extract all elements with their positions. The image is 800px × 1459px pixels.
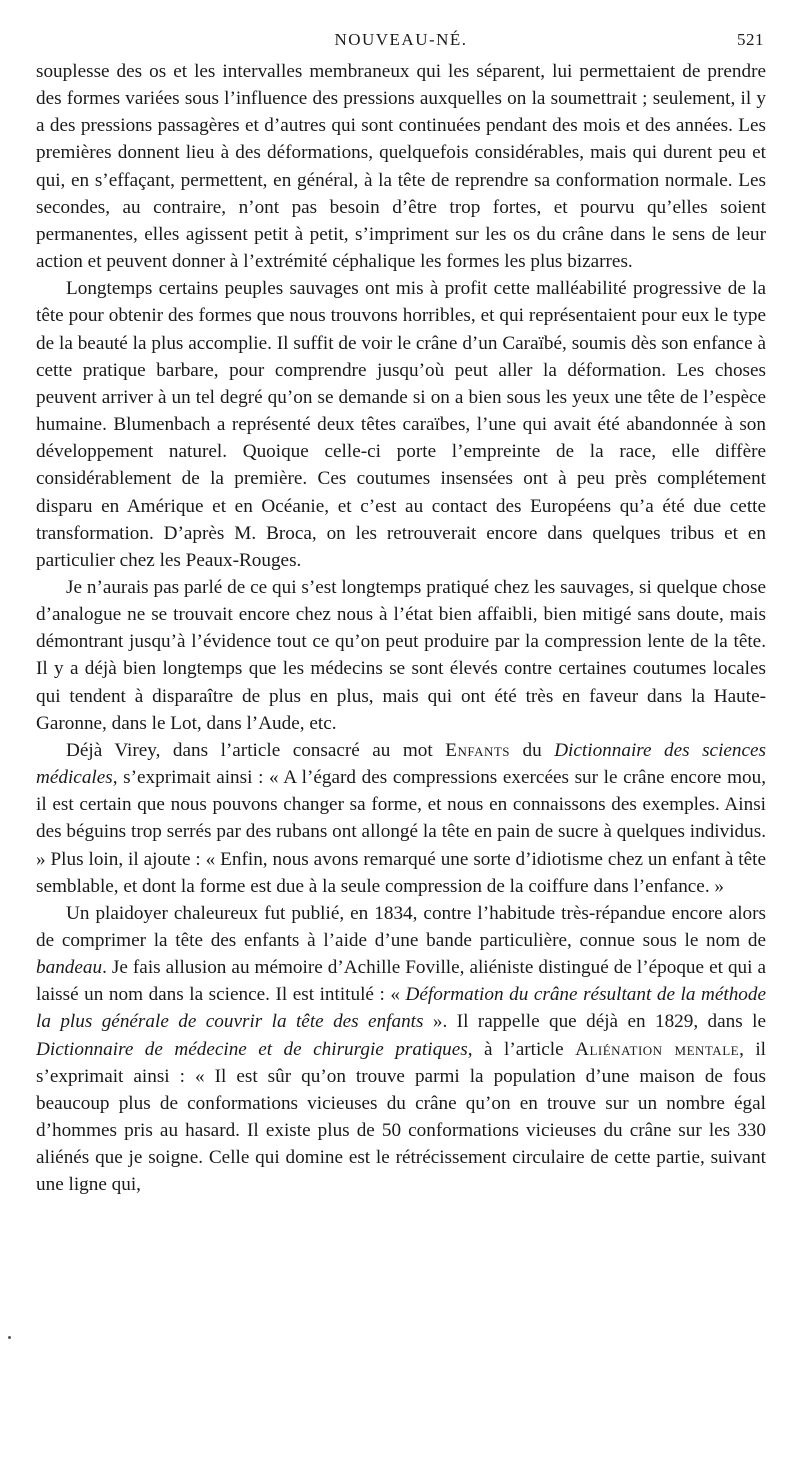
- small-caps-term: Aliénation mentale: [575, 1038, 740, 1060]
- text-run: , à l’article: [467, 1038, 576, 1060]
- text-run: , s’exprimait ainsi : « A l’égard des compressions exercées sur le crâne encore mou, il est certain que nous pouvons changer sa forme, et nous en connaissons des exemples. Ainsi des béguins trop serrés par des rubans ont allongé la tête en pain de sucre à quelques individus. » Plus loin, il ajoute : « Enfin, nous avons remarqué une sorte d’idiotisme chez un enfant à tête semblable, et dont la forme est due à la seule compression de la coiffure dans l’enfance. »: [36, 767, 766, 897]
- paragraph: [36, 58, 766, 275]
- paragraph: [36, 275, 766, 574]
- document-page: [36, 30, 766, 1199]
- text-run: du: [510, 739, 555, 761]
- text-run: , il s’exprimait ainsi : « Il est sûr qu’on trouve parmi la population d’une maison de fous beaucoup plus de conformations vicieuses du crâne qu’on en trouve sur un nombre égal d’hommes pris au hasard. Il existe plus de 50 conformations vicieuses du crâne sur les 330 aliénés que je soigne. Celle qui domine est le rétrécissement circulaire de cette partie, suivant une ligne qui,: [36, 1038, 766, 1196]
- paragraph: [36, 900, 766, 1199]
- text-run: Déjà Virey, dans l’article consacré au mot: [66, 739, 446, 761]
- text-run: souplesse des os et les intervalles membraneux qui les séparent, lui permettaient de prendre des formes variées sous l’influence des pressions auxquelles on la soumettrait ; seulement, il y a des pressions passagères et d’autres qui sont continuées pendant des mois et des années. Les premières donnent lieu à des déformations, quelquefois considérables, mais qui durent peu et qui, en s’effaçant, permettent, en général, à la tête de reprendre sa conformation normale. Les secondes, au contraire, n’ont pas besoin d’être trop fortes, et pourvu qu’elles soient permanentes, elles agissent petit à petit, s’impriment sur les os du crâne dans le sens de leur action et peuvent donner à l’extrémité céphalique les formes les plus bizarres.: [36, 61, 766, 273]
- margin-speck: [8, 1336, 11, 1339]
- text-run: Je n’aurais pas parlé de ce qui s’est longtemps pratiqué chez les sauvages, si quelque chose d’analogue ne se trouvait encore chez nous à l’état bien affaibli, bien mitigé sans doute, mais démontrant jusqu’à l’évidence tout ce qu’on peut produire par la compression lente de la tête. Il y a déjà bien longtemps que les médecins se sont élevés contre certaines coutumes locales qui tendent à disparaître de plus en plus, mais qui ont été très en faveur dans la Haute-Garonne, dans le Lot, dans l’Aude, etc.: [36, 576, 766, 734]
- italic-title: Déformation du crâne résultant de la méthode la plus générale de couvrir la tête des enfants: [36, 984, 766, 1033]
- italic-title: Dictionnaire des sciences médicales: [36, 739, 767, 789]
- italic-title: Dictionnaire de médecine et de chirurgie pratiques: [36, 1038, 468, 1060]
- running-title: NOUVEAU-NÉ.: [334, 30, 468, 49]
- text-run: Longtemps certains peuples sauvages ont mis à profit cette malléabilité progressive de la tête pour obtenir des formes que nous trouvons horribles, et qui représentaient pour eux le type de la beauté la plus accomplie. Il suffit de voir le crâne d’un Caraïbé, soumis dès son enfance à cette pratique barbare, pour comprendre jusqu’où peut aller la déformation. Les choses peuvent arriver à un tel degré qu’on se demande si on a bien sous les yeux une tête de l’espèce humaine. Blumenbach a représenté deux têtes caraïbes, l’une qui avait été abandonnée à son développement naturel. Quoique celle-ci porte l’empreinte de la race, elle diffère considérablement de la première. Ces coutumes insensées ont à peu près complétement disparu en Amérique et en Océanie, et c’est au contact des Européens qu’a été due cette transformation. D’après M. Broca, on les retrouverait encore dans quelques tribus et en particulier chez les Peaux-Rouges.: [36, 278, 766, 571]
- small-caps-term: Enfants: [445, 739, 511, 761]
- page-number: 521: [737, 30, 764, 49]
- italic-title: bandeau: [36, 957, 103, 979]
- running-header: [36, 30, 766, 58]
- text-run: ». Il rappelle que déjà en 1829, dans le: [423, 1011, 766, 1033]
- paragraph: [36, 574, 766, 737]
- text-run: Un plaidoyer chaleureux fut publié, en 1834, contre l’habitude très-répandue encore alors de comprimer la tête des enfants à l’aide d’une bande particulière, connue sous le nom de: [36, 902, 766, 951]
- paragraph: [36, 737, 766, 900]
- text-run: . Je fais allusion au mémoire d’Achille Foville, aliéniste distingué de l’époque et qui a laissé un nom dans la science. Il est intitulé : «: [36, 957, 766, 1006]
- body-text: [36, 58, 766, 1199]
